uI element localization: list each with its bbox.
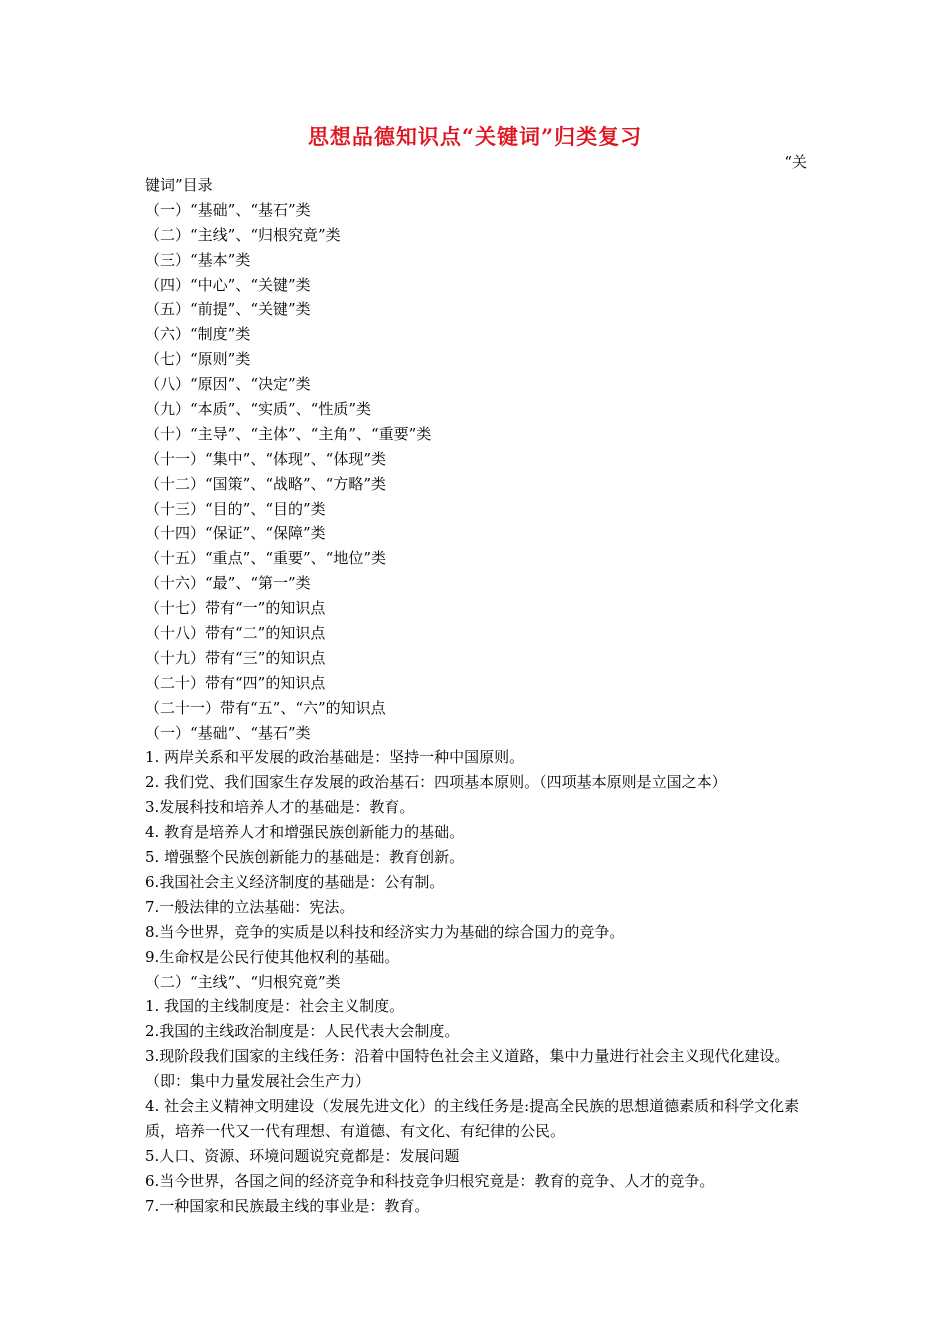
toc-item: （十二）“国策”、“战略”、“方略”类 [145, 474, 387, 493]
document-body [145, 173, 810, 1218]
toc-item: （二）“主线”、“归根究竟”类 [145, 225, 341, 244]
toc-heading-fragment: “关 [784, 153, 807, 171]
section-heading: （二）“主线”、“归根究竟”类 [145, 972, 341, 991]
section-item: 1. 两岸关系和平发展的政治基础是：坚持一种中国原则。 [145, 748, 525, 767]
toc-heading: 键词”目录 [145, 176, 213, 194]
document-title: 思想品德知识点“关键词”归类复习 [307, 124, 643, 149]
section-item: 2. 我们党、我们国家生存发展的政治基石：四项基本原则。（四项基本原则是立国之本） [145, 773, 727, 792]
section-item: 9.生命权是公民行使其他权利的基础。 [145, 947, 400, 966]
section-item: 7.一般法律的立法基础：宪法。 [145, 897, 355, 916]
toc-item: （二十）带有“四”的知识点 [145, 673, 326, 692]
toc-item: （三）“基本”类 [145, 250, 251, 269]
toc-item: （九）“本质”、“实质”、“性质”类 [145, 400, 372, 419]
section-2 [145, 970, 810, 1219]
section-item: 6.我国社会主义经济制度的基础是：公有制。 [145, 872, 445, 891]
toc-item: （十六）“最”、“第一”类 [145, 574, 311, 593]
toc-item: （十七）带有“一”的知识点 [145, 599, 326, 618]
section-item: 3.发展科技和培养人才的基础是：教育。 [145, 798, 415, 817]
toc-item: （一）“基础”、“基石”类 [145, 200, 311, 219]
section-item: 2.我国的主线政治制度是：人民代表大会制度。 [145, 1022, 460, 1041]
toc-item: （十九）带有“三”的知识点 [145, 648, 326, 667]
toc-item: （十一）“集中”、“体现”、“体现”类 [145, 449, 387, 468]
section-item: 1. 我国的主线制度是：社会主义制度。 [145, 997, 405, 1016]
toc-item: （六）“制度”类 [145, 325, 251, 344]
section-1 [145, 721, 810, 970]
section-item: 4. 教育是培养人才和增强民族创新能力的基础。 [145, 823, 465, 842]
toc-item: （十三）“目的”、“目的”类 [145, 499, 326, 518]
toc-item: （十八）带有“二”的知识点 [145, 624, 326, 643]
toc-item: （二十一）带有“五”、“六”的知识点 [145, 698, 386, 717]
toc-item: （十）“主导”、“主体”、“主角”、“重要”类 [145, 424, 432, 443]
toc-item: （八）“原因”、“决定”类 [145, 375, 311, 394]
section-item: 7.一种国家和民族最主线的事业是：教育。 [145, 1196, 430, 1215]
section-item: 4. 社会主义精神文明建设（发展先进文化）的主线任务是:提高全民族的思想道德素质和科学文化素质，培养一代又一代有理想、有道德、有文化、有纪律的公民。 [145, 1096, 800, 1140]
toc-list [145, 198, 810, 721]
toc-item: （十四）“保证”、“保障”类 [145, 524, 326, 543]
section-heading: （一）“基础”、“基石”类 [145, 723, 311, 742]
toc-item: （七）“原则”类 [145, 350, 251, 369]
section-item: 3.现阶段我们国家的主线任务：沿着中国特色社会主义道路，集中力量进行社会主义现代化建设。（即：集中力量发展社会生产力） [145, 1047, 790, 1091]
toc-item: （五）“前提”、“关键”类 [145, 300, 311, 319]
section-item: 5.人口、资源、环境问题说究竟都是：发展问题 [145, 1146, 460, 1165]
section-item: 6.当今世界，各国之间的经济竞争和科技竞争归根究竟是：教育的竞争、人才的竞争。 [145, 1171, 715, 1190]
toc-item: （四）“中心”、“关键”类 [145, 275, 311, 294]
toc-item: （十五）“重点”、“重要”、“地位”类 [145, 549, 387, 568]
section-item: 8.当今世界，竞争的实质是以科技和经济实力为基础的综合国力的竞争。 [145, 922, 625, 941]
section-item: 5. 增强整个民族创新能力的基础是：教育创新。 [145, 848, 465, 867]
